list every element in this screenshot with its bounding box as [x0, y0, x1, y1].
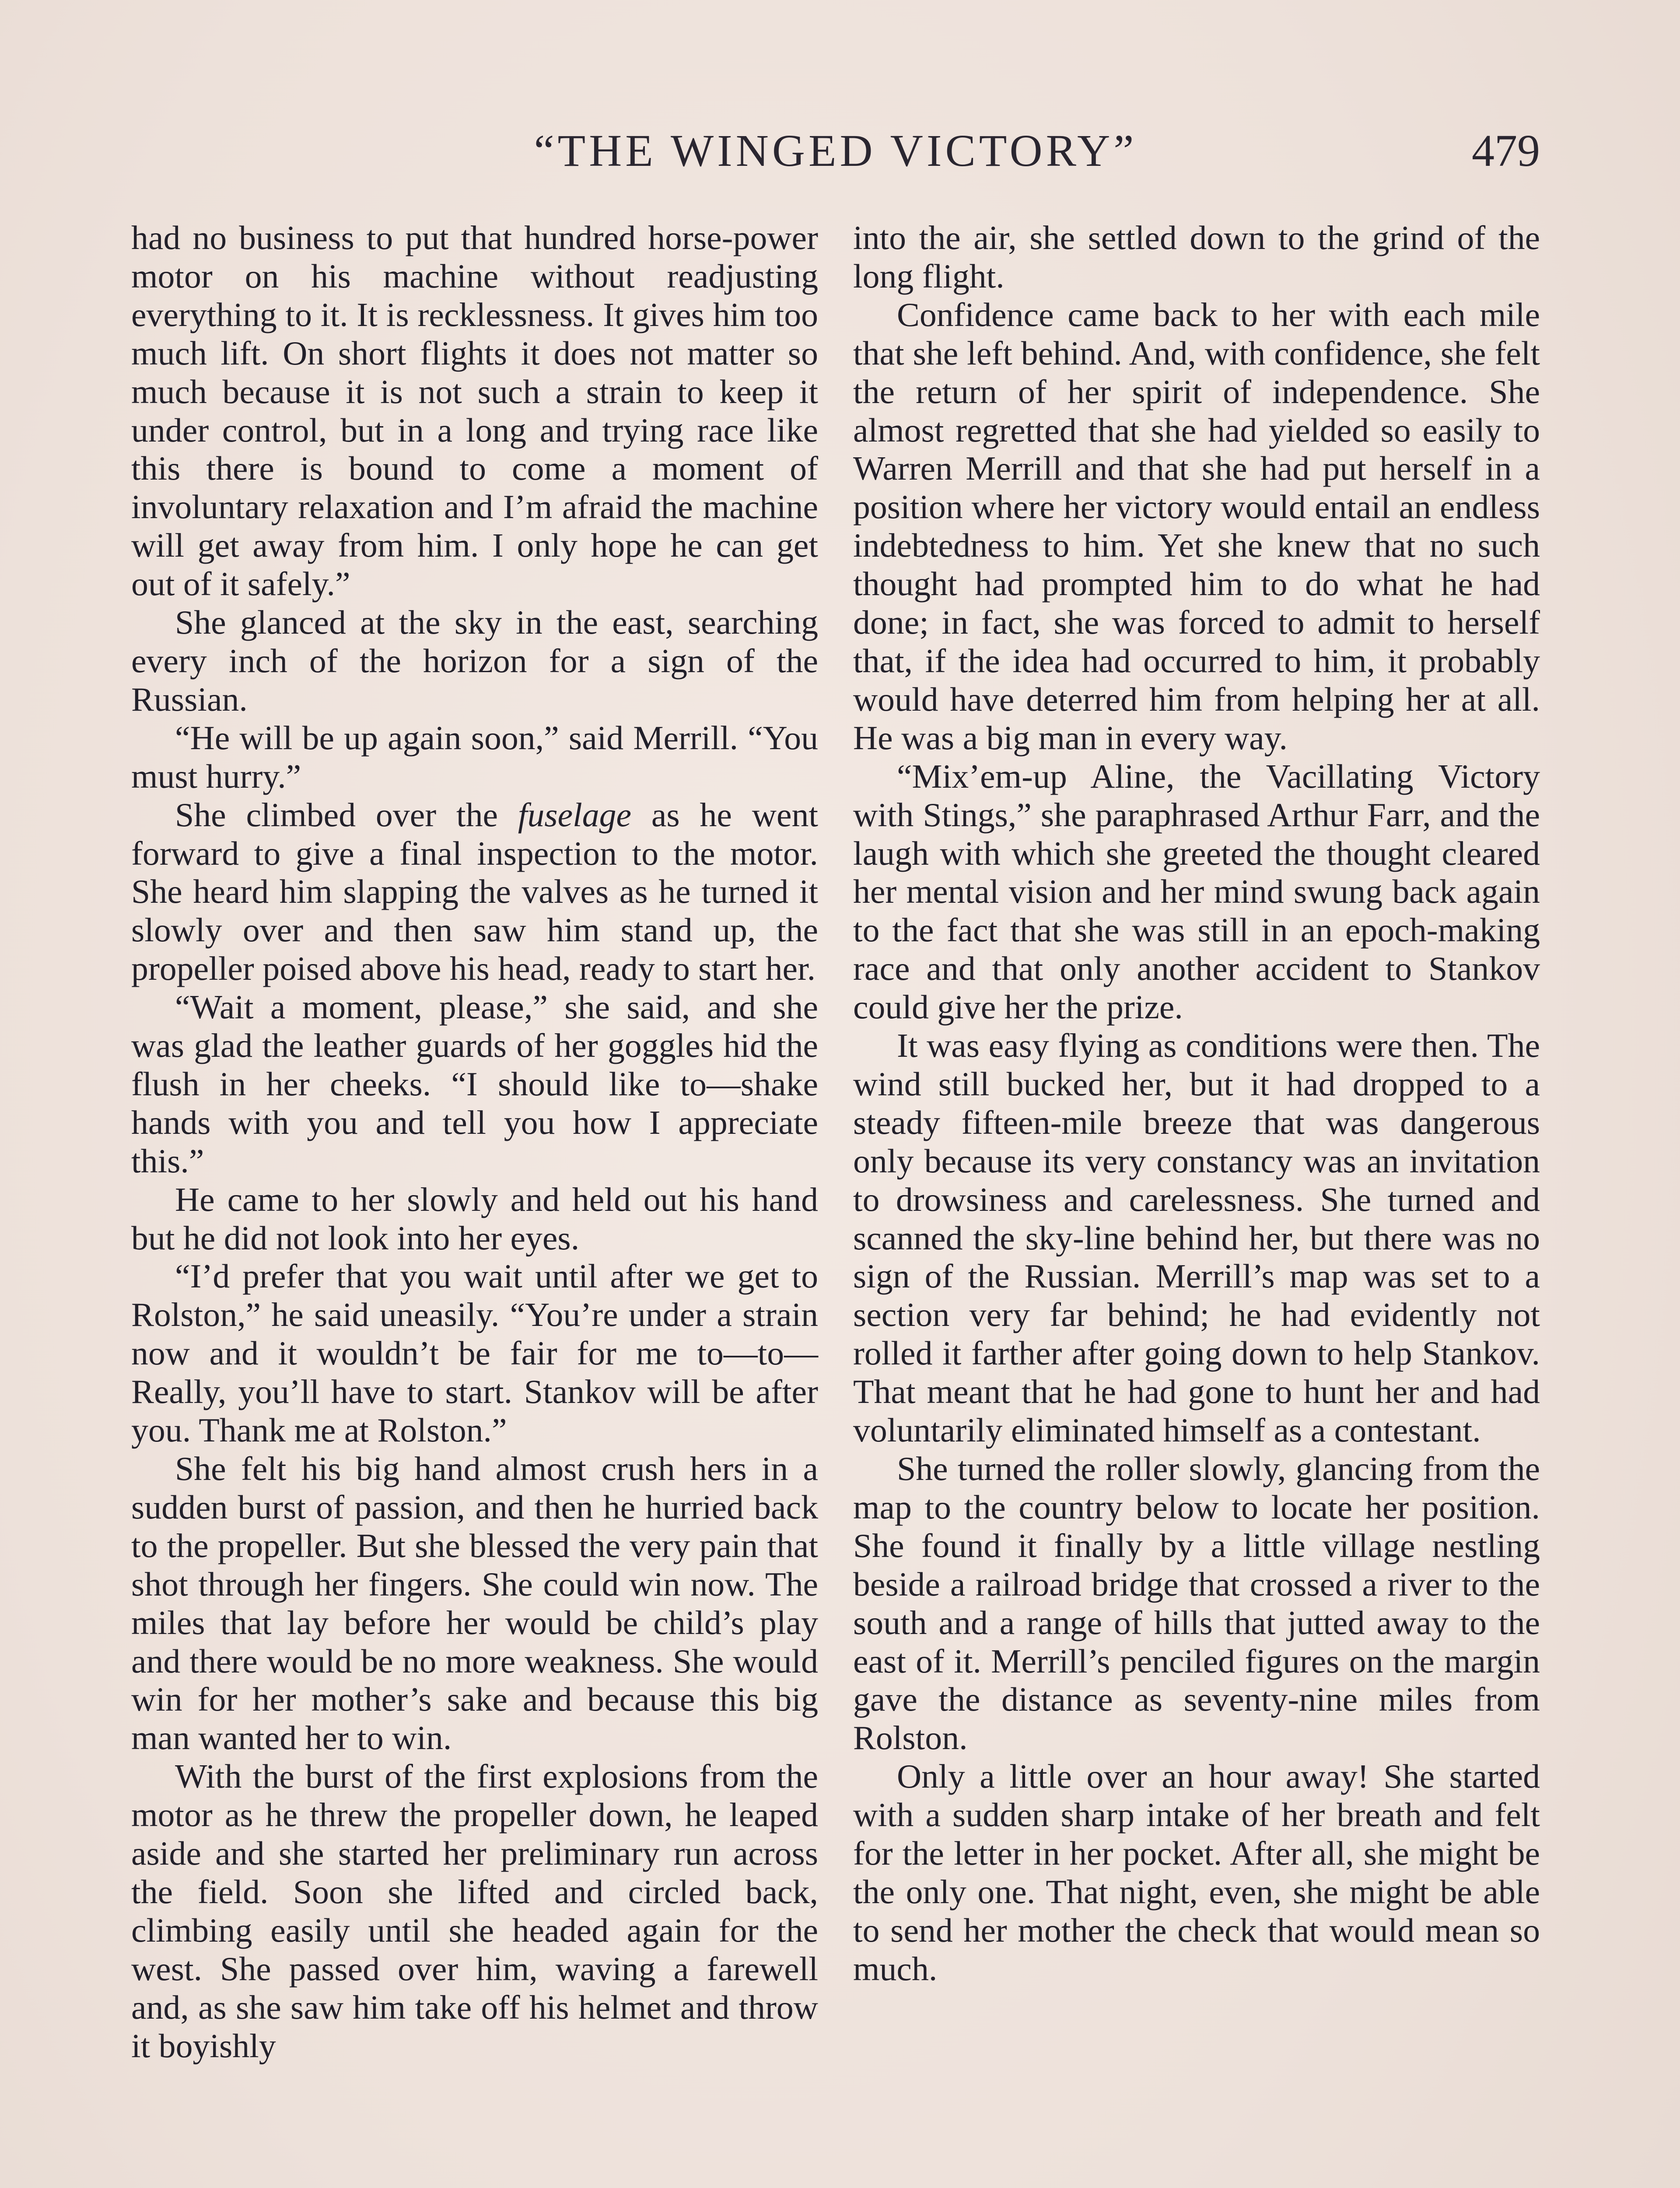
paragraph: “Wait a moment, please,” she said, and she was glad the leather guards of her goggles hid the flush in her cheeks. “I should like to—shake hands with you and tell you how I appreciate this.”: [131, 988, 818, 1180]
italic-word: fuselage: [518, 796, 632, 834]
paragraph: She glanced at the sky in the east, searching every inch of the horizon for a sign of the Russian.: [131, 603, 818, 718]
text-columns: [131, 219, 1540, 2188]
paragraph: had no business to put that hundred horse-power motor on his machine without readjusting everything to it. It is recklessness. It gives him too much lift. On short flights it does not matter so much because it is not such a strain to keep it under control, but in a long and trying race like this there is bound to come a moment of involuntary relaxation and I’m afraid the machine will get away from him. I only hope he can get out of it safely.”: [131, 219, 818, 603]
paragraph: He came to her slowly and held out his hand but he did not look into her eyes.: [131, 1180, 818, 1257]
running-header: [131, 125, 1540, 186]
paragraph: “I’d prefer that you wait until after we get to Rolston,” he said uneasily. “You’re under a strain now and it wouldn’t be fair for me to—to— Really, you’ll have to start. Stankov will be after you. Thank me at Rolston.”: [131, 1257, 818, 1449]
running-title: “THE WINGED VICTORY”: [534, 126, 1138, 176]
text-run: She climbed over the: [175, 796, 518, 834]
left-column: [131, 219, 818, 2188]
page-number: 479: [1472, 126, 1540, 176]
right-column: [853, 219, 1540, 2188]
paragraph: With the burst of the first explosions from the motor as he threw the propeller down, he leaped aside and she started her preliminary run across the field. Soon she lifted and circled back, climbing easily until she headed again for the west. She passed over him, waving a farewell and, as she saw him take off his helmet and throw it boyishly: [131, 1757, 818, 2065]
paragraph: “Mix’em-up Aline, the Vacillating Victory with Stings,” she paraphrased Arthur Farr, and the laugh with which she greeted the thought cleared her mental vision and her mind swung back again to the fact that she was still in an epoch-making race and that only another accident to Stankov could give her the prize.: [853, 757, 1540, 1026]
paragraph: Only a little over an hour away! She started with a sudden sharp intake of her breath and felt for the letter in her pocket. After all, she might be the only one. That night, even, she might be able to send her mother the check that would mean so much.: [853, 1757, 1540, 1988]
paragraph: It was easy flying as conditions were then. The wind still bucked her, but it had dropped to a steady fifteen-mile breeze that was dangerous only because its very constancy was an invitation to drowsiness and carelessness. She turned and scanned the sky-line behind her, but there was no sign of the Russian. Merrill’s map was set to a section very far behind; he had evidently not rolled it farther after going down to help Stankov. That meant that he had gone to hunt her and had voluntarily eliminated himself as a contestant.: [853, 1027, 1540, 1449]
text-run: as he went forward to give a final inspection to the motor. She heard him slapping the valves as he turned it slowly over and then saw him stand up, the propeller poised above his head, ready to start her.: [131, 796, 818, 988]
paragraph: She turned the roller slowly, glancing from the map to the country below to locate her position. She found it finally by a little village nestling beside a railroad bridge that crossed a river to the south and a range of hills that jutted away to the east of it. Merrill’s penciled figures on the margin gave the distance as seventy-nine miles from Rolston.: [853, 1450, 1540, 1757]
paragraph: [131, 796, 818, 989]
paragraph: into the air, she settled down to the grind of the long flight.: [853, 219, 1540, 295]
paragraph: She felt his big hand almost crush hers in a sudden burst of passion, and then he hurried back to the propeller. But she blessed the very pain that shot through her fingers. She could win now. The miles that lay before her would be child’s play and there would be no more weakness. She would win for her mother’s sake and because this big man wanted her to win.: [131, 1450, 818, 1757]
paragraph: “He will be up again soon,” said Merrill. “You must hurry.”: [131, 719, 818, 795]
paragraph: Confidence came back to her with each mile that she left behind. And, with confidence, she felt the return of her spirit of independence. She almost regretted that she had yielded so easily to Warren Merrill and that she had put herself in a position where her victory would entail an endless indebtedness to him. Yet she knew that no such thought had prompted him to do what he had done; in fact, she was forced to admit to herself that, if the idea had occurred to him, it probably would have deterred him from helping her at all. He was a big man in every way.: [853, 295, 1540, 757]
